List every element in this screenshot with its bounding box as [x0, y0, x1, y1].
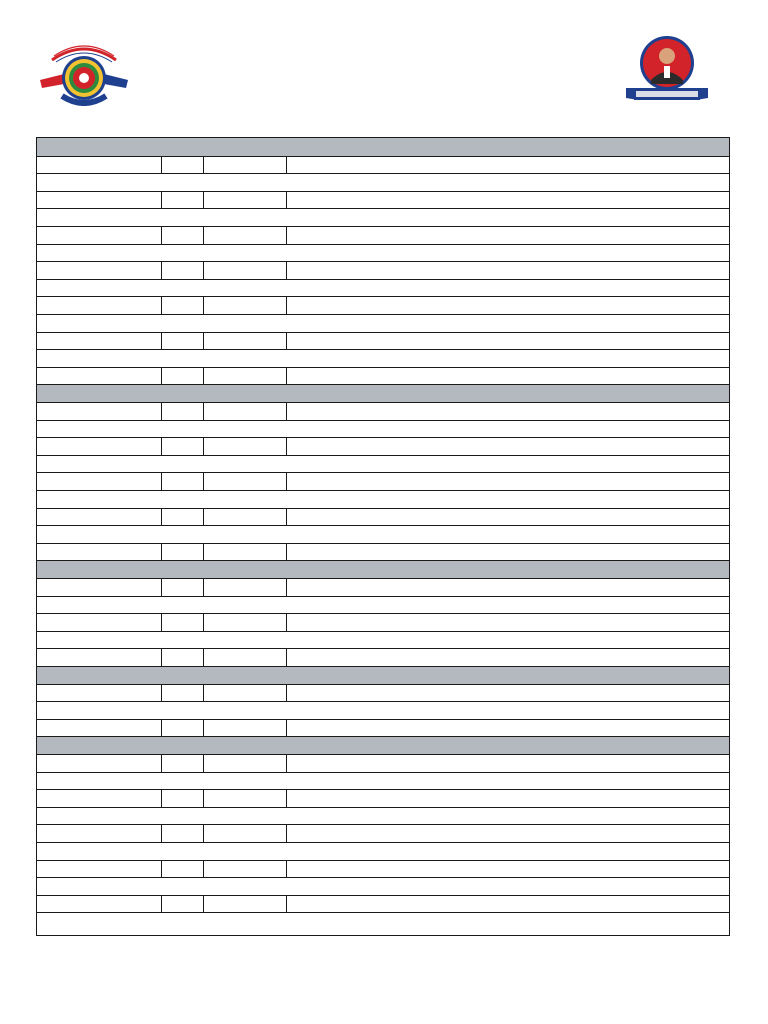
form-column-divider: [286, 157, 287, 174]
form-field-row[interactable]: [37, 754, 729, 772]
form-column-divider: [161, 333, 162, 350]
form-column-divider: [203, 896, 204, 913]
form-column-divider: [161, 861, 162, 878]
form-field-row[interactable]: [37, 156, 729, 174]
form-column-divider: [286, 227, 287, 244]
form-column-divider: [161, 438, 162, 455]
form-column-divider: [161, 262, 162, 279]
form-spacer-row: [37, 631, 729, 649]
founder-portrait-icon: [624, 34, 710, 104]
form-column-divider: [286, 896, 287, 913]
form-column-divider: [161, 649, 162, 666]
form-column-divider: [286, 403, 287, 420]
form-column-divider: [203, 192, 204, 209]
form-column-divider: [203, 861, 204, 878]
form-column-divider: [203, 227, 204, 244]
form-field-row[interactable]: [37, 191, 729, 209]
form-column-divider: [203, 685, 204, 702]
form-column-divider: [203, 262, 204, 279]
form-spacer-row: [37, 490, 729, 508]
form-column-divider: [286, 790, 287, 807]
form-field-row[interactable]: [37, 508, 729, 526]
form-field-row[interactable]: [37, 648, 729, 666]
section-header-row: [37, 736, 729, 754]
form-column-divider: [286, 333, 287, 350]
form-column-divider: [161, 227, 162, 244]
form-column-divider: [161, 790, 162, 807]
form-column-divider: [286, 755, 287, 772]
form-column-divider: [161, 403, 162, 420]
form-column-divider: [161, 896, 162, 913]
form-column-divider: [286, 720, 287, 737]
form-column-divider: [161, 192, 162, 209]
form-column-divider: [203, 438, 204, 455]
form-spacer-row: [37, 455, 729, 473]
form-spacer-row: [37, 173, 729, 191]
form-column-divider: [203, 509, 204, 526]
form-field-row[interactable]: [37, 613, 729, 631]
form-column-divider: [161, 297, 162, 314]
form-spacer-row: [37, 772, 729, 790]
form-spacer-row: [37, 525, 729, 543]
university-emblem-logo: [38, 38, 130, 106]
form-column-divider: [161, 473, 162, 490]
form-column-divider: [286, 192, 287, 209]
form-column-divider: [161, 720, 162, 737]
form-column-divider: [286, 438, 287, 455]
form-column-divider: [161, 368, 162, 385]
form-column-divider: [286, 473, 287, 490]
form-field-row[interactable]: [37, 789, 729, 807]
form-field-row[interactable]: [37, 578, 729, 596]
form-column-divider: [203, 720, 204, 737]
form-column-divider: [161, 544, 162, 561]
form-column-divider: [203, 403, 204, 420]
form-column-divider: [161, 685, 162, 702]
form-column-divider: [286, 861, 287, 878]
form-field-row[interactable]: [37, 402, 729, 420]
section-header-row: [37, 560, 729, 578]
form-field-row[interactable]: [37, 437, 729, 455]
founder-portrait-logo: [624, 34, 710, 104]
form-spacer-row: [37, 877, 729, 895]
form-column-divider: [286, 685, 287, 702]
form-spacer-row: [37, 244, 729, 262]
form-column-divider: [161, 755, 162, 772]
section-header-row: [37, 666, 729, 684]
form-spacer-row: [37, 208, 729, 226]
form-column-divider: [203, 544, 204, 561]
form-spacer-row: [37, 349, 729, 367]
form-column-divider: [203, 157, 204, 174]
form-column-divider: [203, 473, 204, 490]
form-column-divider: [161, 579, 162, 596]
form-spacer-row: [37, 314, 729, 332]
form-column-divider: [286, 509, 287, 526]
form-spacer-row: [37, 279, 729, 297]
form-spacer-row: [37, 596, 729, 614]
form-column-divider: [286, 544, 287, 561]
form-column-divider: [286, 297, 287, 314]
form-column-divider: [203, 755, 204, 772]
form-field-row[interactable]: [37, 860, 729, 878]
form-field-row[interactable]: [37, 296, 729, 314]
form-column-divider: [203, 333, 204, 350]
form-column-divider: [161, 614, 162, 631]
form-column-divider: [203, 790, 204, 807]
form-spacer-row: [37, 420, 729, 438]
form-column-divider: [203, 579, 204, 596]
portrait-caption-text: [636, 91, 698, 97]
form-spacer-row: [37, 842, 729, 860]
section-header-row: [37, 138, 729, 156]
section-header-row: [37, 384, 729, 402]
form-column-divider: [286, 649, 287, 666]
form-column-divider: [203, 297, 204, 314]
form-field-row[interactable]: [37, 261, 729, 279]
form-column-divider: [286, 825, 287, 842]
form-field-row[interactable]: [37, 719, 729, 737]
form-column-divider: [161, 825, 162, 842]
form-column-divider: [203, 368, 204, 385]
university-emblem-icon: [38, 38, 130, 106]
form-field-row[interactable]: [37, 824, 729, 842]
form-column-divider: [203, 614, 204, 631]
form-column-divider: [286, 262, 287, 279]
form-spacer-row: [37, 701, 729, 719]
form-field-row[interactable]: [37, 895, 729, 913]
form-field-row[interactable]: [37, 543, 729, 561]
form-column-divider: [286, 579, 287, 596]
form-table: [36, 137, 730, 936]
form-field-row[interactable]: [37, 684, 729, 702]
form-column-divider: [203, 825, 204, 842]
form-column-divider: [286, 368, 287, 385]
form-field-row[interactable]: [37, 472, 729, 490]
form-column-divider: [161, 509, 162, 526]
form-spacer-row: [37, 912, 729, 939]
form-column-divider: [286, 614, 287, 631]
form-column-divider: [161, 157, 162, 174]
form-field-row[interactable]: [37, 332, 729, 350]
form-column-divider: [203, 649, 204, 666]
form-spacer-row: [37, 807, 729, 825]
form-field-row[interactable]: [37, 367, 729, 385]
form-field-row[interactable]: [37, 226, 729, 244]
